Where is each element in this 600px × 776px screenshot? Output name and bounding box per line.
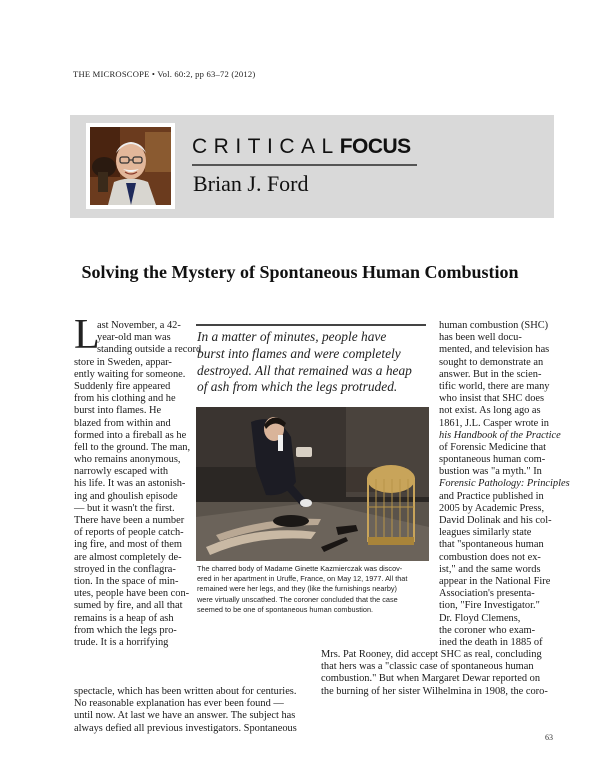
col3-line: human combustion (SHC) [439, 320, 549, 331]
col1-line: who remains anonymous, [74, 454, 181, 466]
col1-line: ently waiting for someone. [74, 368, 186, 380]
col1-line: narrowly escaped with [74, 466, 169, 478]
col3-bottom-line: that hers was a "classic case of spontaneous human [321, 661, 534, 673]
col3-line: leagues similarly state [439, 527, 532, 539]
col3-line: 2005 by Academic Press, [439, 502, 545, 514]
pull-quote-line: of ash from which the legs protruded. [197, 379, 398, 395]
col1-line: of reports of people catch- [74, 527, 184, 539]
author-portrait-icon [90, 127, 171, 205]
section-title-critical: CRITICAL [192, 135, 340, 158]
col3-line: David Dolinak and his col- [439, 515, 552, 526]
caption-line: were virtually unscathed. The coroner concluded that the case [197, 594, 398, 604]
col3-line: mented, and television has [439, 344, 550, 356]
col1-bottom-line: spectacle, which has been written about for centuries. [74, 686, 297, 697]
col3-line: spontaneous human com- [439, 454, 546, 466]
drop-cap: L [74, 312, 100, 358]
pull-quote-line: In a matter of minutes, people have [197, 329, 387, 344]
col1-line: tion. In the space of min- [74, 575, 179, 587]
author-name: Brian J. Ford [193, 171, 309, 196]
col3-line: answer. But in the scien- [439, 368, 542, 380]
caption-line: remained were her legs, and they (like the furnishings nearby) [197, 584, 397, 594]
article-title: Solving the Mystery of Spontaneous Human Combustion [81, 262, 519, 282]
col1-line: year-old man was [97, 332, 171, 344]
col1-bottom-line: always defied all previous investigators. Spontaneous [74, 722, 297, 734]
col3-bottom [321, 649, 556, 698]
col1-line: burst into flames. He [74, 405, 162, 417]
pull-quote-line: destroyed. All that remained was a heap [197, 362, 412, 378]
col3-line: combustion does not ex- [439, 551, 541, 563]
col1-line: stroyed in the conflagra- [74, 563, 176, 575]
col3-line: Dr. Floyd Clemens, [439, 612, 521, 624]
figure-photo [196, 407, 429, 561]
col1-line: Suddenly fire appeared [74, 380, 171, 392]
col1-line: There have been a number [74, 515, 185, 527]
col3-line: ined the death in 1885 of [439, 636, 543, 648]
col1-line: fell to the ground. The man, [74, 441, 191, 453]
caption-line: seemed to be one of spontaneous human combustion. [197, 604, 374, 614]
col3-line: of Forensic Medicine that [439, 441, 547, 453]
col3-bottom-line: combustion." But when Margaret Dewar reported on [321, 673, 541, 685]
col3-line: bustion was "a myth." In [439, 466, 542, 478]
col1-body [74, 356, 191, 650]
crime-scene-photo-icon [196, 407, 429, 561]
col1-line: standing outside a record [97, 344, 202, 356]
col1-line: are almost completely de- [74, 551, 182, 563]
section-title-rule [192, 164, 417, 166]
col1-line: blazed from within and [74, 417, 171, 429]
col1-line: sumed by fire, and all that [74, 600, 183, 612]
section-title-focus: FOCUS [339, 135, 411, 158]
col1-line: his life. It was an astonish- [74, 478, 186, 490]
figure-caption [197, 564, 433, 615]
col1-bottom [74, 686, 314, 735]
col3-line: who insist that SHC does [439, 393, 545, 405]
section-title [192, 135, 411, 159]
col1-line: ing fire, and most of them [74, 539, 182, 551]
author-photo [90, 127, 171, 205]
col1-bottom-line: No reasonable explanation has ever been found — [74, 698, 284, 710]
col3-line: has been well docu- [439, 332, 522, 344]
col3-line: the coroner who exam- [439, 624, 536, 636]
col1-line: remains is a heap of ash [74, 612, 174, 624]
col3-line: and Practice published in [439, 490, 544, 502]
col3-line: his Handbook of the Practice [439, 429, 561, 441]
col3-line: Forensic Pathology: Principles [439, 478, 570, 490]
col3-line: sought to demonstrate an [439, 356, 544, 368]
pull-quote-rule [196, 324, 426, 326]
col3-line: tific world, there are many [439, 380, 550, 392]
col3-line: ist," and the same words [439, 563, 541, 575]
caption-line: ered in her apartment in Uruffe, France, on May 12, 1977. All that [197, 574, 408, 584]
col1-line: from his clothing and he [74, 393, 176, 405]
col1-line: utes, people have been con- [74, 588, 190, 600]
journal-reference: THE MICROSCOPE • Vol. 60:2, pp 63–72 (2012) [73, 69, 256, 79]
pull-quote [197, 329, 429, 396]
col1-line: ing and ghoulish episode [74, 490, 178, 502]
col1-line: from which the legs pro- [74, 624, 177, 636]
col1-line: ast November, a 42- [97, 320, 181, 331]
col3-line: 1861, J.L. Casper wrote in [439, 417, 549, 429]
page-number: 63 [545, 733, 553, 742]
col3-line: tion, "Fire Investigator." [439, 600, 540, 612]
col3-bottom-line: the burning of her sister Wilhelmina in 1908, the coro- [321, 685, 548, 697]
col3-line: Association's presenta- [439, 588, 535, 600]
col1-line: store in Sweden, appar- [74, 356, 172, 368]
col3-body [439, 320, 570, 649]
col1-line: trude. It is a horrifying [74, 636, 169, 648]
col3-line: that "spontaneous human [439, 539, 544, 551]
col1-line: formed into a fireball as he [74, 429, 187, 441]
col3-line: not exist. As long ago as [439, 405, 541, 417]
col3-line: appear in the National Fire [439, 575, 551, 587]
col1-bottom-line: until now. At last we have an answer. The subject has [74, 710, 296, 722]
col1-top-lines [97, 320, 202, 357]
col1-line: — but it wasn't the first. [74, 502, 175, 514]
pull-quote-line: burst into flames and were completely [197, 345, 401, 361]
col3-bottom-line: Mrs. Pat Rooney, did accept SHC as real, concluding [321, 649, 542, 660]
caption-line: The charred body of Madame Ginette Kazmierczak was discov- [197, 564, 403, 573]
